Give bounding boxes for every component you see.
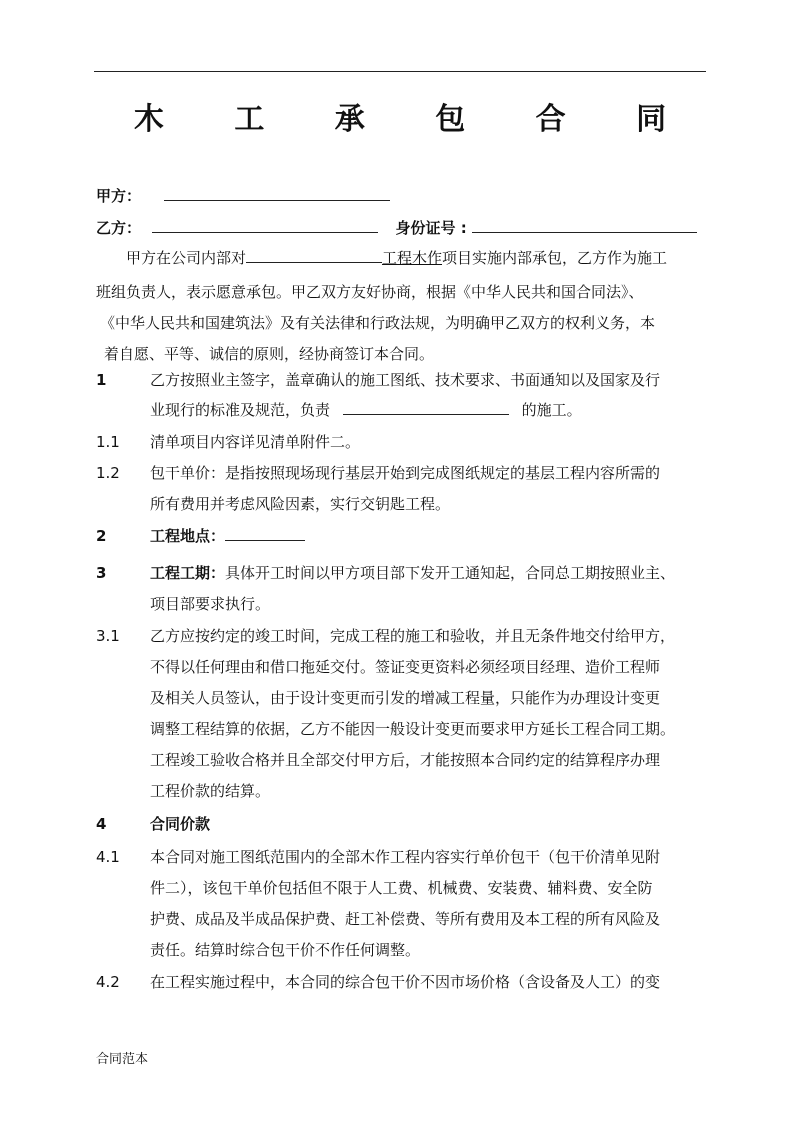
intro-text: 项目实施内部承包，乙方作为施工 [442,249,668,267]
clause-4-label: 合同价款 [150,815,211,833]
intro-underlined: 工程木作 [382,249,443,267]
clause-number: 1 [96,371,107,389]
intro-line-1 [126,248,667,268]
intro-line-4: 着自愿、平等、诚信的原则，经协商签订本合同。 [104,345,435,363]
scope-blank [343,400,509,415]
clause-label: 工程地点： [150,527,226,545]
clause-number: 2 [96,527,107,545]
clause-1-2-line-1: 包干单价：是指按照现场现行基层开始到完成图纸规定的基层工程内容所需的 [150,464,661,482]
project-blank [246,248,382,263]
clause-1-1-line-1: 清单项目内容详见清单附件二。 [150,433,361,451]
intro-text: 甲方在公司内部对 [126,249,247,267]
header-rule [94,71,706,72]
party-a-blank [164,186,390,201]
clause-label: 工程工期： [150,564,226,582]
party-b-row [96,218,697,238]
clause-3-line-1 [150,563,675,583]
clause-2-line-1 [150,526,305,546]
clause-4-1-line-4: 责任。结算时综合包干价不作任何调整。 [150,941,421,959]
clause-4-1-line-1: 本合同对施工图纸范围内的全部木作工程内容实行单价包干（包干价清单见附 [150,848,661,866]
clause-number: 4.2 [96,973,120,991]
clause-number: 1.2 [96,464,120,482]
party-a-row [96,186,390,206]
party-b-blank [152,218,378,233]
clause-1-2-line-2: 所有费用并考虑风险因素，实行交钥匙工程。 [150,495,451,513]
id-number-blank [472,218,697,233]
clause-number: 3.1 [96,627,120,645]
clause-4-1-line-2: 件二），该包干单价包括但不限于人工费、机械费、安装费、辅料费、安全防 [150,879,653,897]
location-blank [225,526,305,541]
intro-line-2: 班组负责人，表示愿意承包。甲乙双方友好协商，根据《中华人民共和国合同法》、 [96,283,644,301]
clause-1-line-1: 乙方按照业主签字，盖章确认的施工图纸、技术要求、书面通知以及国家及行 [150,371,661,389]
party-a-label: 甲方： [96,187,142,205]
clause-4-2-line-1: 在工程实施过程中，本合同的综合包干价不因市场价格（含设备及人工）的变 [150,973,661,991]
clause-3-1-line-4: 调整工程结算的依据，乙方不能因一般设计变更而要求甲方延长工程合同工期。 [150,720,676,738]
clause-text: 业现行的标准及规范，负责 [150,401,331,419]
clause-3-1-line-3: 及相关人员签认，由于设计变更而引发的增减工程量，只能作为办理设计变更 [150,689,661,707]
clause-text: 的施工。 [521,401,582,419]
clause-number: 1.1 [96,433,120,451]
clause-4-1-line-3: 护费、成品及半成品保护费、赶工补偿费、等所有费用及本工程的所有风险及 [150,910,661,928]
clause-3-line-2: 项目部要求执行。 [150,595,271,613]
clause-number: 4 [96,815,107,833]
clause-1-line-2 [150,400,582,420]
id-number-label: 身份证号 : [395,219,467,237]
contract-title: 木 工 承 包 合 同 [133,102,697,137]
clause-3-1-line-6: 工程价款的结算。 [150,782,271,800]
clause-3-1-line-5: 工程竣工验收合格并且全部交付甲方后，才能按照本合同约定的结算程序办理 [150,751,661,769]
clause-text: 具体开工时间以甲方项目部下发开工通知起，合同总工期按照业主、 [225,564,676,582]
page-footer: 合同范本 [96,1052,149,1067]
clause-3-1-line-2: 不得以任何理由和借口拖延交付。签证变更资料必须经项目经理、造价工程师 [150,658,661,676]
intro-line-3: 《中华人民共和国建筑法》及有关法律和行政法规，为明确甲乙双方的权利义务，本 [100,314,656,332]
clause-3-1-line-1: 乙方应按约定的竣工时间，完成工程的施工和验收，并且无条件地交付给甲方， [150,627,676,645]
clause-number: 3 [96,564,107,582]
clause-number: 4.1 [96,848,120,866]
party-b-label: 乙方： [96,219,142,237]
